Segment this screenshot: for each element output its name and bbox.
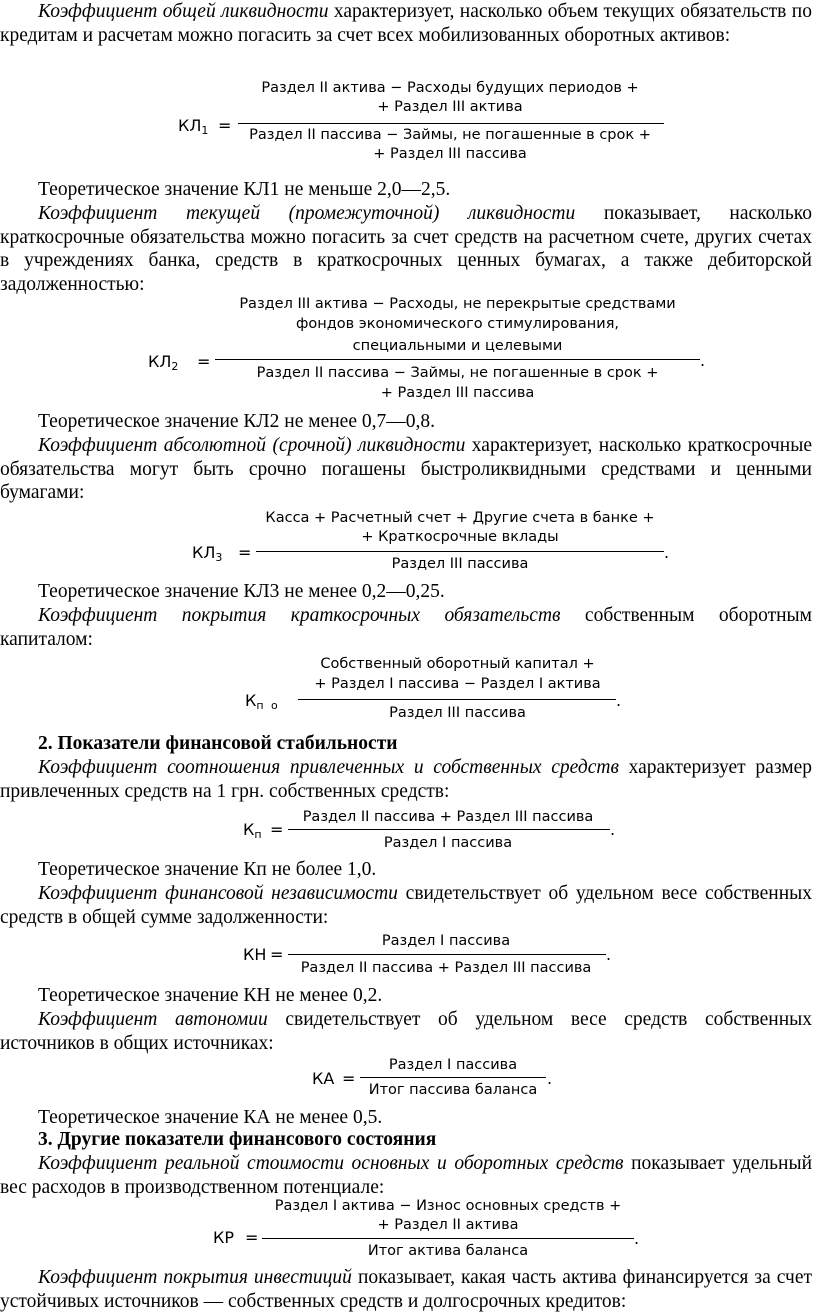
theoretical-value-kn: Теоретическое значение КН не менее 0,2. [38, 985, 383, 1006]
denominator-line-1: Раздел III пассива [389, 705, 526, 721]
term: Коэффициент текущей (промежуточной) ликвидности [38, 203, 576, 224]
paragraph-text: собственным оборотным капиталом: [0, 605, 812, 650]
section-heading-other-indicators: 3. Другие показатели финансового состояния [38, 1129, 437, 1150]
paragraph-autonomy [0, 1008, 812, 1055]
paragraph-text: характеризует размер привлеченных средств на 1 грн. собственных средств: [0, 757, 812, 802]
paragraph-investment-coverage [0, 1266, 812, 1313]
denominator-line-1: Раздел I пассива [383, 835, 513, 851]
equals-sign: = [218, 116, 232, 135]
numerator-line-1: Раздел I пассива [388, 1057, 518, 1073]
paragraph-financial-independence [0, 882, 812, 929]
equals-sign: = [197, 352, 211, 371]
paragraph-text: характеризует, насколько объем текущих обязательств по кредитам и расчетам можно погасить за счет всех мобилизованных оборотных активов: [0, 1, 812, 46]
trailing-period: . [610, 820, 616, 839]
section-heading-financial-stability: 2. Показатели финансовой стабильности [38, 733, 398, 754]
paragraph-general-liquidity [0, 0, 812, 47]
fraction-bar [256, 551, 664, 552]
denominator-line-2: + Раздел III пассива [380, 385, 535, 401]
denominator-line-1: Раздел II пассива − Займы, не погашенные в срок + [256, 365, 659, 381]
trailing-period: . [547, 1069, 553, 1088]
fraction-bar [215, 359, 700, 360]
trailing-period: . [634, 1229, 640, 1248]
numerator-line-3: специальными и целевыми [352, 338, 563, 354]
paragraph-text: свидетельствует об удельном весе средств собственных источников в общих источниках: [0, 1009, 812, 1054]
formula-lhs: КН [243, 945, 267, 964]
formula-lhs: $КЛ_1$ [178, 116, 209, 137]
numerator-line-1: Раздел II пассива + Раздел III пассива [302, 809, 594, 825]
denominator-line-1: Раздел II пассива + Раздел III пассива [300, 960, 592, 976]
term: Коэффициент общей ликвидности [38, 1, 329, 22]
trailing-period: . [606, 945, 612, 964]
paragraph-text: свидетельствует об удельном весе собственных средств в общей сумме задолженности: [0, 883, 812, 928]
equals-sign: = [238, 543, 252, 562]
term: Коэффициент автономии [38, 1009, 268, 1030]
theoretical-value-kl2: Теоретическое значение КЛ2 не менее 0,7—0,8. [38, 411, 435, 432]
fraction-bar [288, 829, 610, 830]
trailing-period: . [616, 691, 622, 710]
paragraph-borrowed-to-own [0, 756, 812, 803]
numerator-line-2: + Раздел II актива [377, 1217, 519, 1233]
term: Коэффициент покрытия краткосрочных обязательств [38, 605, 561, 626]
term: Коэффициент абсолютной (срочной) ликвидности [38, 435, 466, 456]
formula-lhs: КР [213, 1228, 235, 1247]
theoretical-value-kl1: Теоретическое значение КЛ1 не меньше 2,0—2,5. [38, 179, 451, 200]
fraction-bar [360, 1077, 546, 1078]
denominator-line-1: Итог пассива баланса [368, 1082, 538, 1098]
numerator-line-1: Касса + Расчетный счет + Другие счета в банке + [265, 510, 655, 526]
fraction-bar [238, 123, 664, 124]
numerator-line-2: + Краткосрочные вклады [361, 529, 559, 545]
formula-lhs: $КЛ_2$ [148, 352, 179, 373]
fraction-bar [298, 699, 616, 700]
numerator-line-1: Раздел I пассива [381, 933, 511, 949]
numerator-line-1: Раздел II актива − Расходы будущих периодов + [261, 80, 639, 96]
paragraph-real-value [0, 1152, 812, 1199]
fraction-bar [288, 954, 606, 955]
formula-lhs: $К_{п о}$ [245, 691, 280, 712]
paragraph-coverage-short-term [0, 604, 812, 651]
fraction-bar [262, 1238, 634, 1239]
denominator-line-2: + Раздел III пассива [373, 146, 527, 162]
denominator-line-1: Раздел III пассива [391, 556, 529, 572]
theoretical-value-kl3: Теоретическое значение КЛ3 не менее 0,2—0,25. [38, 581, 445, 602]
formula-lhs: $КЛ_3$ [192, 543, 223, 564]
numerator-line-1: Собственный оборотный капитал + [320, 656, 595, 672]
numerator-line-2: + Раздел III актива [377, 99, 523, 115]
denominator-line-1: Итог актива баланса [367, 1243, 529, 1259]
formula-lhs: КА [312, 1069, 335, 1088]
paragraph-current-liquidity [0, 202, 812, 296]
equals-sign: = [270, 945, 284, 964]
term: Коэффициент реальной стоимости основных и оборотных средств [38, 1153, 624, 1174]
numerator-line-2: фондов экономического стимулирования, [295, 316, 620, 332]
equals-sign: = [245, 1228, 259, 1247]
denominator-line-1: Раздел II пассива − Займы, не погашенные в срок + [249, 127, 651, 143]
paragraph-absolute-liquidity [0, 434, 812, 505]
paragraph-text: характеризует, насколько краткосрочные обязательства могут быть срочно погашены быстроликвидными средствами и ценными бумагами: [0, 435, 812, 503]
trailing-period: . [664, 543, 670, 562]
term: Коэффициент соотношения привлеченных и собственных средств [38, 757, 619, 778]
equals-sign: = [342, 1069, 356, 1088]
paragraph-text: показывает удельный вес расходов в производственном потенциале: [0, 1153, 812, 1198]
equals-sign: = [270, 820, 284, 839]
term: Коэффициент покрытия инвестиций [38, 1267, 352, 1288]
theoretical-value-kp: Теоретическое значение Кп не более 1,0. [38, 859, 377, 880]
numerator-line-2: + Раздел I пассива − Раздел I актива [314, 676, 601, 692]
numerator-line-1: Раздел I актива − Износ основных средств + [274, 1198, 622, 1214]
paragraph-text: показывает, какая часть актива финансируется за счет устойчивых источников — собственных средств и долгосрочных кредитов: [0, 1267, 813, 1312]
term: Коэффициент финансовой независимости [38, 883, 398, 904]
paragraph-text: показывает, насколько краткосрочные обязательства можно погасить за счет средств на расчетном счете, других счетах в учреждениях банка, средств в краткосрочных ценных бумагах, а также дебиторской задолженностью: [0, 203, 812, 295]
formula-lhs: $К_п$ [243, 820, 262, 841]
trailing-period: . [700, 351, 706, 370]
theoretical-value-ka: Теоретическое значение КА не менее 0,5. [38, 1107, 383, 1128]
numerator-line-1: Раздел III актива − Расходы, не перекрытые средствами [239, 296, 676, 312]
